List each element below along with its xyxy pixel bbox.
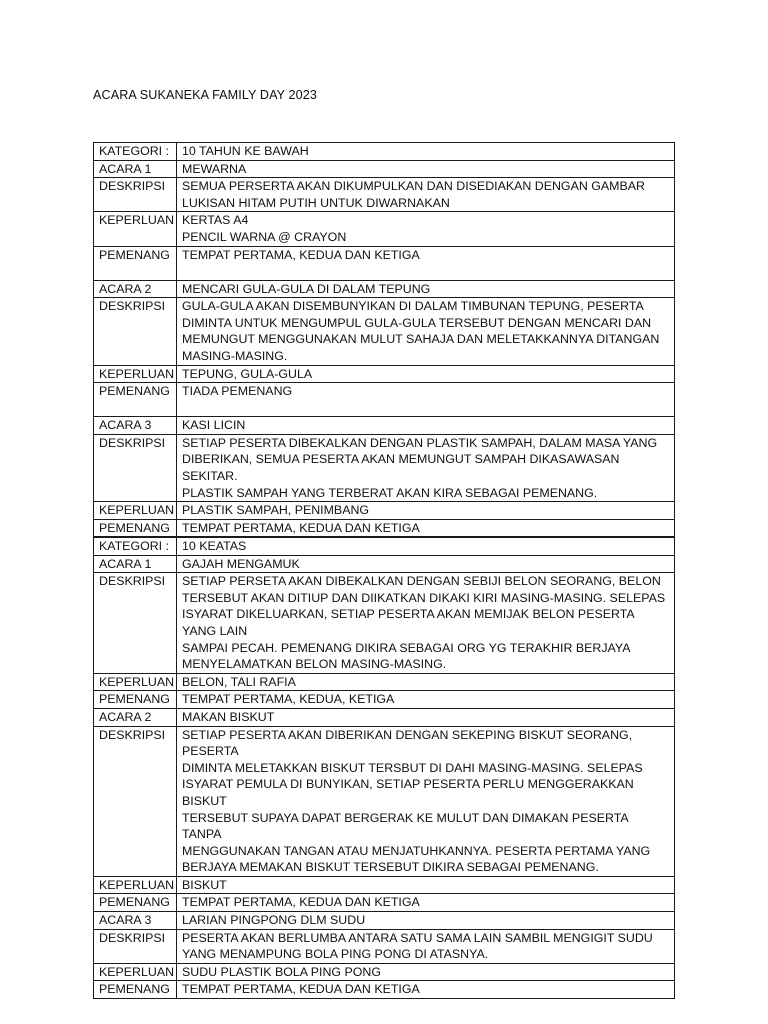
table-row <box>94 538 675 556</box>
row-value: TIADA PEMENANG <box>177 383 675 417</box>
table-row <box>94 519 675 537</box>
row-label: PEMENANG <box>94 894 177 912</box>
row-value: SEMUA PERSERTA AKAN DIKUMPULKAN DAN DISEDIAKAN DENGAN GAMBAR LUKISAN HITAM PUTIH UNTUK DIWARNAKAN <box>177 178 675 212</box>
document-title: ACARA SUKANEKA FAMILY DAY 2023 <box>93 88 317 102</box>
table-row <box>94 894 675 912</box>
table-row <box>94 912 675 930</box>
row-label: ACARA 2 <box>94 280 177 298</box>
row-label: ACARA 3 <box>94 417 177 435</box>
row-value: TEMPAT PERTAMA, KEDUA DAN KETIGA <box>177 246 675 280</box>
row-value: LARIAN PINGPONG DLM SUDU <box>177 912 675 930</box>
table-row <box>94 981 675 999</box>
table-row <box>94 673 675 691</box>
row-value: MENCARI GULA-GULA DI DALAM TEPUNG <box>177 280 675 298</box>
row-label: DESKRIPSI <box>94 434 177 501</box>
row-label: PEMENANG <box>94 691 177 709</box>
row-value: PLASTIK SAMPAH, PENIMBANG <box>177 502 675 520</box>
table-row <box>94 383 675 417</box>
row-label: KATEGORI : <box>94 143 177 161</box>
row-value: 10 KEATAS <box>177 538 675 556</box>
row-value: TEMPAT PERTAMA, KEDUA DAN KETIGA <box>177 981 675 999</box>
row-value: MEWARNA <box>177 160 675 178</box>
table-row <box>94 929 675 963</box>
row-value: 10 TAHUN KE BAWAH <box>177 143 675 161</box>
table-row <box>94 876 675 894</box>
row-value: TEMPAT PERTAMA, KEDUA, KETIGA <box>177 691 675 709</box>
table-row <box>94 212 675 246</box>
table-row <box>94 502 675 520</box>
table-row <box>94 365 675 383</box>
row-value: BELON, TALI RAFIA <box>177 673 675 691</box>
row-value: KERTAS A4 PENCIL WARNA @ CRAYON <box>177 212 675 246</box>
table-row <box>94 246 675 280</box>
row-label: KEPERLUAN <box>94 963 177 981</box>
row-value: GULA-GULA AKAN DISEMBUNYIKAN DI DALAM TIMBUNAN TEPUNG, PESERTA DIMINTA UNTUK MENGUMPUL GULA-GULA TERSEBUT DENGAN MENCARI DAN MEMUNGUT MENGGUNAKAN MULUT SAHAJA DAN MELETAKKANNYA DITANGAN MASING-MASING. <box>177 298 675 365</box>
row-label: PEMENANG <box>94 383 177 417</box>
table-row <box>94 143 675 161</box>
row-value: GAJAH MENGAMUK <box>177 555 675 573</box>
row-label: ACARA 2 <box>94 708 177 726</box>
table-row <box>94 573 675 674</box>
table-row <box>94 160 675 178</box>
row-value: SETIAP PESERTA DIBEKALKAN DENGAN PLASTIK SAMPAH, DALAM MASA YANG DIBERIKAN, SEMUA PESERTA AKAN MEMUNGUT SAMPAH DIKASAWASAN SEKITAR. PLASTIK SAMPAH YANG TERBERAT AKAN KIRA SEBAGAI PEMENANG. <box>177 434 675 501</box>
row-label: KEPERLUAN <box>94 365 177 383</box>
row-label: PEMENANG <box>94 981 177 999</box>
row-label: DESKRIPSI <box>94 298 177 365</box>
event-table-10-and-above <box>93 537 675 999</box>
row-label: KEPERLUAN <box>94 876 177 894</box>
row-label: KEPERLUAN <box>94 212 177 246</box>
row-value: SUDU PLASTIK BOLA PING PONG <box>177 963 675 981</box>
row-value: TEPUNG, GULA-GULA <box>177 365 675 383</box>
table-row <box>94 280 675 298</box>
table-row <box>94 726 675 876</box>
row-value: KASI LICIN <box>177 417 675 435</box>
row-value: PESERTA AKAN BERLUMBA ANTARA SATU SAMA LAIN SAMBIL MENGIGIT SUDU YANG MENAMPUNG BOLA PING PONG DI ATASNYA. <box>177 929 675 963</box>
table-row <box>94 691 675 709</box>
row-value: BISKUT <box>177 876 675 894</box>
row-value: TEMPAT PERTAMA, KEDUA DAN KETIGA <box>177 519 675 537</box>
row-value: MAKAN BISKUT <box>177 708 675 726</box>
row-value: SETIAP PESERTA AKAN DIBERIKAN DENGAN SEKEPING BISKUT SEORANG, PESERTA DIMINTA MELETAKKAN BISKUT TERSBUT DI DAHI MASING-MASING. SELEPAS ISYARAT PEMULA DI BUNYIKAN, SETIAP PESERTA PERLU MENGGERAKKAN BISKUT TERSEBUT SUPAYA DAPAT BERGERAK KE MULUT DAN DIMAKAN PESERTA TANPA MENGGUNAKAN TANGAN ATAU MENJATUHKANNYA. PESERTA PERTAMA YANG BERJAYA MEMAKAN BISKUT TERSEBUT DIKIRA SEBAGAI PEMENANG. <box>177 726 675 876</box>
table-row <box>94 434 675 501</box>
table-row <box>94 555 675 573</box>
row-label: PEMENANG <box>94 519 177 537</box>
row-label: KEPERLUAN <box>94 673 177 691</box>
table-row <box>94 417 675 435</box>
table-row <box>94 963 675 981</box>
row-label: KEPERLUAN <box>94 502 177 520</box>
table-row <box>94 178 675 212</box>
row-label: ACARA 1 <box>94 160 177 178</box>
table-row <box>94 298 675 365</box>
table-row <box>94 708 675 726</box>
row-label: DESKRIPSI <box>94 726 177 876</box>
row-label: KATEGORI : <box>94 538 177 556</box>
row-label: ACARA 1 <box>94 555 177 573</box>
row-label: DESKRIPSI <box>94 929 177 963</box>
row-label: PEMENANG <box>94 246 177 280</box>
row-value: SETIAP PERSETA AKAN DIBEKALKAN DENGAN SEBIJI BELON SEORANG, BELON TERSEBUT AKAN DITIUP DAN DIIKATKAN DIKAKI KIRI MASING-MASING. SELEPAS ISYARAT DIKELUARKAN, SETIAP PESERTA AKAN MEMIJAK BELON PESERTA YANG LAIN SAMPAI PECAH. PEMENANG DIKIRA SEBAGAI ORG YG TERAKHIR BERJAYA MENYELAMATKAN BELON MASING-MASING. <box>177 573 675 674</box>
row-label: ACARA 3 <box>94 912 177 930</box>
event-table-under-10 <box>93 142 675 537</box>
row-label: DESKRIPSI <box>94 573 177 674</box>
row-label: DESKRIPSI <box>94 178 177 212</box>
row-value: TEMPAT PERTAMA, KEDUA DAN KETIGA <box>177 894 675 912</box>
